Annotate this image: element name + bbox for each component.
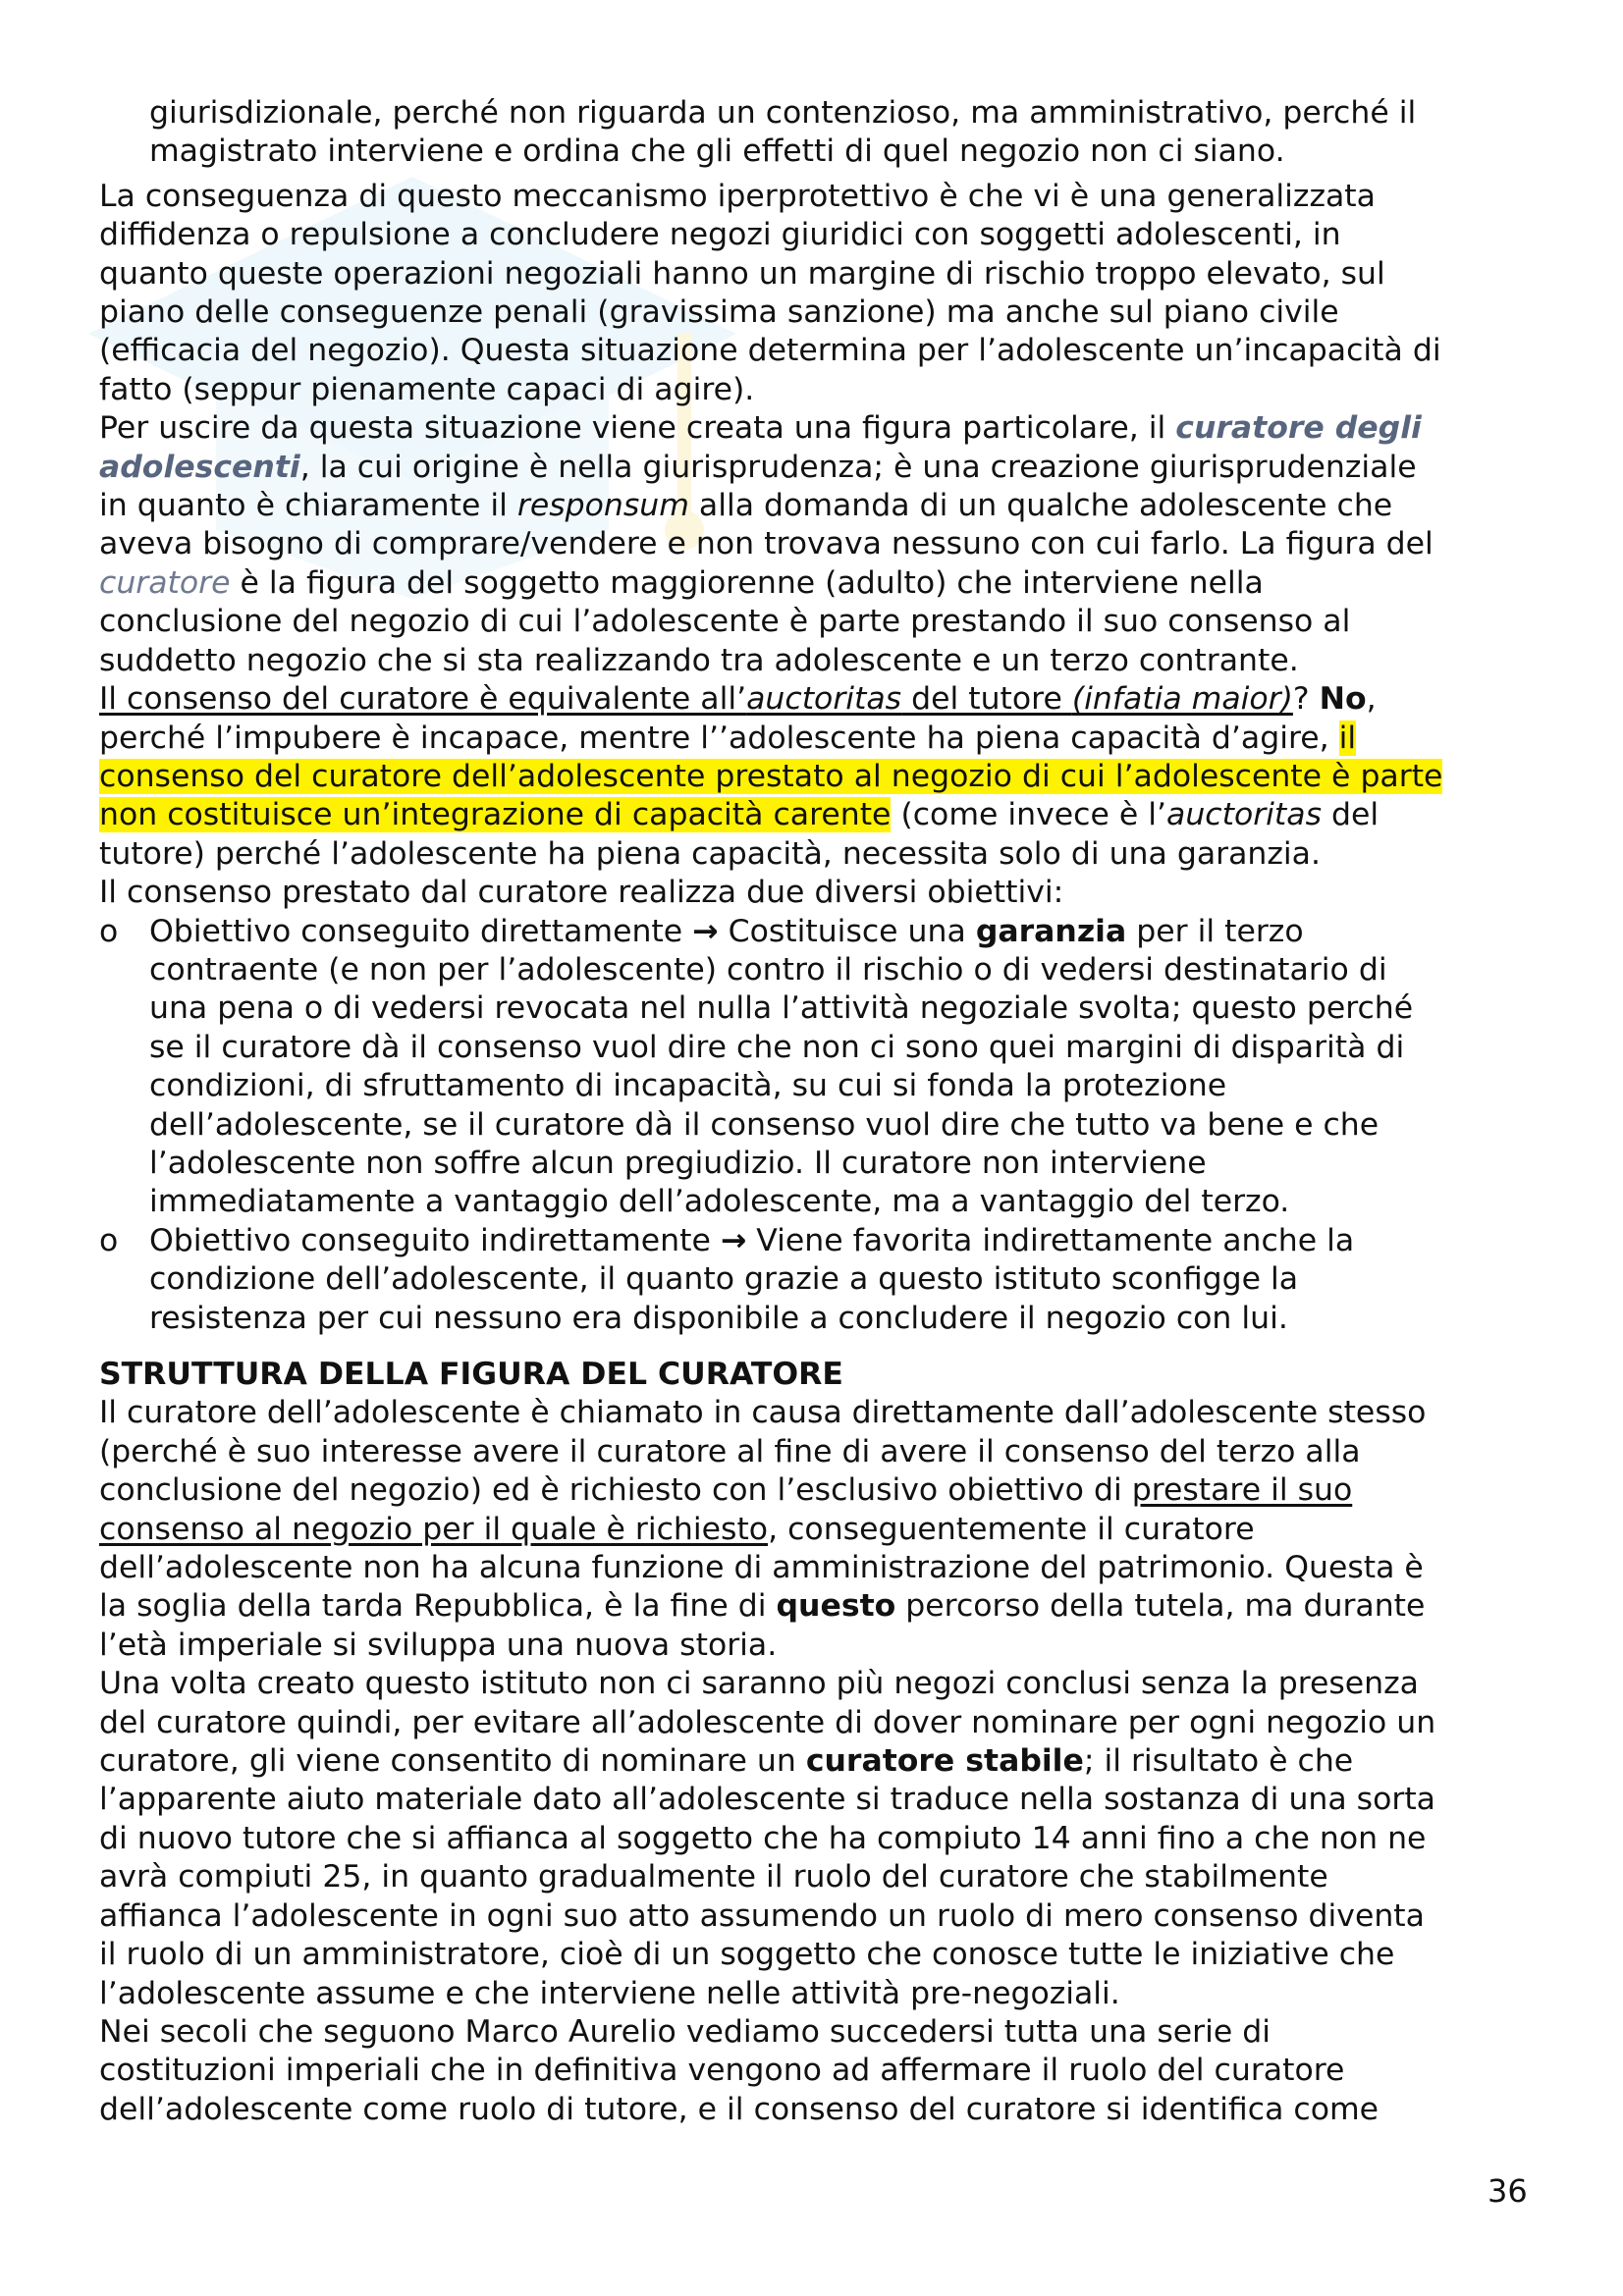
text-line: dell’adolescente come ruolo di tutore, e il consenso del curatore si identifica come [99, 2091, 1380, 2127]
term-curatore-degli-adolescenti: curatore degli [1175, 410, 1422, 447]
arrow-right-icon: → [720, 1222, 747, 1258]
text-line: fatto (seppur pienamente capaci di agire). [99, 371, 755, 407]
text-line: magistrato interviene e ordina che gli effetti di quel negozio non ci siano. [149, 133, 1285, 170]
term-auctoritas: auctoritas [746, 681, 902, 718]
text-line: Una volta creato questo istituto non ci saranno più negozi conclusi senza la presenza [99, 1666, 1419, 1702]
bullet-text [149, 1222, 1542, 1338]
text-line: Nei secoli che seguono Marco Aurelio vediamo succedersi tutta una serie di [99, 2013, 1271, 2050]
text-span: , [1366, 681, 1377, 718]
text-span: Il consenso del curatore è equivalente all’ [99, 681, 747, 718]
paragraph-curatore-origin [99, 409, 1542, 680]
bullet-text [149, 913, 1542, 1222]
text-line: costituzioni imperiali che in definitiva vengono ad affermare il ruolo del curatore [99, 2053, 1345, 2089]
text-span: ; il risultato è che [1083, 1743, 1354, 1780]
term-garanzia: garanzia [975, 913, 1127, 949]
bullet-marker: o [99, 1222, 119, 1258]
term-infatia-maior: (infatia maior) [1071, 681, 1293, 718]
term-responsum: responsum [516, 488, 689, 524]
text-line: diffidenza o repulsione a concludere negozi giuridici con soggetti adolescenti, in [99, 217, 1341, 253]
text-span: Obiettivo conseguito indirettamente [149, 1222, 721, 1258]
text-line: immediatamente a vantaggio dell’adolescente, ma a vantaggio del terzo. [149, 1184, 1290, 1220]
document-body [99, 94, 1542, 2129]
text-line: l’adolescente non soffre alcun pregiudizio. Il curatore non interviene [149, 1145, 1207, 1181]
text-line: di nuovo tutore che si affianca al soggetto che ha compiuto 14 anni fino a che non ne [99, 1820, 1427, 1856]
paragraph-intro [99, 94, 1542, 172]
text-line: contraente (e non per l’adolescente) contro il rischio o di vedersi destinatario di [149, 951, 1387, 988]
text-line: l’apparente aiuto materiale dato all’adolescente si traduce nella sostanza di una sorta [99, 1782, 1435, 1818]
text-span: la soglia della tarda Repubblica, è la fine di [99, 1588, 777, 1625]
term-adolescenti: adolescenti [99, 449, 300, 485]
text-span: conclusione del negozio) ed è richiesto con l’esclusivo obiettivo di [99, 1472, 1132, 1509]
text-span: in quanto è chiaramente il [99, 488, 517, 524]
text-line: l’adolescente assume e che interviene nelle attività pre-negoziali. [99, 1975, 1120, 2011]
text-line: dell’adolescente non ha alcuna funzione di amministrazione del patrimonio. Questa è [99, 1550, 1424, 1586]
bullet-marker: o [99, 913, 119, 949]
answer-no: No [1319, 681, 1367, 718]
text-span: , conseguentemente il curatore [768, 1511, 1255, 1547]
text-line: piano delle conseguenze penali (gravissima sanzione) ma anche sul piano civile [99, 294, 1339, 331]
text-line: conclusione del negozio di cui l’adolescente è parte prestando il suo consenso al [99, 604, 1351, 640]
text-span: è la figura del soggetto maggiorenne (adulto) che interviene nella [230, 564, 1264, 601]
text-line: Il curatore dell’adolescente è chiamato in causa direttamente dall’adolescente stesso [99, 1395, 1427, 1431]
text-span: Costituisce una [718, 913, 976, 949]
text-span: percorso della tutela, ma durante [895, 1588, 1426, 1625]
text-line: giurisdizionale, perché non riguarda un contenzioso, ma amministrativo, perché il [149, 95, 1417, 131]
text-span: del tutore [901, 681, 1072, 718]
term-curatore: curatore [99, 564, 231, 601]
text-line: (efficacia del negozio). Questa situazione determina per l’adolescente un’incapacità di [99, 333, 1441, 369]
highlighted-text: non costituisce un’integrazione di capacità carente [99, 797, 892, 833]
text-span: Viene favorita indirettamente anche la [746, 1222, 1355, 1258]
text-line: (perché è suo interesse avere il curatore al fine di avere il consenso del terzo alla [99, 1433, 1361, 1469]
text-line: aveva bisogno di comprare/vendere e non trovava nessuno con cui farlo. La figura del [99, 526, 1434, 562]
text-line: resistenza per cui nessuno era disponibile a concludere il negozio con lui. [149, 1300, 1288, 1336]
text-span: alla domanda di un qualche adolescente che [688, 488, 1393, 524]
text-span: curatore, gli viene consentito di nominare un [99, 1743, 806, 1780]
page-number: 36 [1488, 2172, 1528, 2210]
underlined-text: consenso al negozio per il quale è richiesto [99, 1511, 769, 1547]
paragraph-consenso [99, 680, 1542, 912]
text-span: (come invece è l’ [891, 797, 1167, 833]
text-span: perché l’impubere è incapace, mentre l’’adolescente ha piena capacità d’agire, [99, 720, 1339, 756]
text-line: l’età imperiale si sviluppa una nuova storia. [99, 1627, 778, 1663]
text-line: quanto queste operazioni negoziali hanno un margine di rischio troppo elevato, sul [99, 255, 1385, 292]
text-line: suddetto negozio che si sta realizzando tra adolescente e un terzo contrante. [99, 642, 1299, 678]
text-span: , la cui origine è nella giurisprudenza; è una creazione giurisprudenziale [299, 449, 1417, 485]
paragraph-consequence [99, 178, 1542, 409]
text-line: condizione dell’adolescente, il quanto grazie a questo istituto sconfigge la [149, 1261, 1299, 1298]
paragraph-marco-aurelio [99, 2013, 1542, 2129]
text-line: tutore) perché l’adolescente ha piena capacità, necessita solo di una garanzia. [99, 835, 1321, 872]
text-line: del curatore quindi, per evitare all’adolescente di dover nominare per ogni negozio un [99, 1704, 1436, 1740]
text-line: il ruolo di un amministratore, cioè di un soggetto che conosce tutte le iniziative che [99, 1937, 1395, 1973]
text-span: Obiettivo conseguito direttamente [149, 913, 693, 949]
highlighted-text: consenso del curatore dell’adolescente prestato al negozio di cui l’adolescente è parte [99, 758, 1443, 794]
section-heading: STRUTTURA DELLA FIGURA DEL CURATORE [99, 1357, 843, 1392]
bold-word: questo [776, 1588, 896, 1625]
text-line: affianca l’adolescente in ogni suo atto assumendo un ruolo di mero consenso diventa [99, 1897, 1425, 1934]
term-auctoritas: auctoritas [1166, 797, 1322, 833]
text-span: per il terzo [1126, 913, 1304, 949]
text-line: avrà compiuti 25, in quanto gradualmente il ruolo del curatore che stabilmente [99, 1859, 1328, 1896]
text-span: ? [1292, 681, 1320, 718]
list-item [99, 1222, 1542, 1338]
underlined-text: prestare il suo [1131, 1472, 1353, 1509]
text-line: se il curatore dà il consenso vuol dire che non ci sono quei margini di disparità di [149, 1029, 1405, 1065]
term-curatore-stabile: curatore stabile [805, 1743, 1084, 1780]
list-item [99, 913, 1542, 1222]
text-line: dell’adolescente, se il curatore dà il consenso vuol dire che tutto va bene e che [149, 1106, 1380, 1143]
arrow-right-icon: → [692, 913, 719, 949]
text-line: Il consenso prestato dal curatore realizza due diversi obiettivi: [99, 875, 1064, 911]
paragraph-curatore-stabile [99, 1665, 1542, 2013]
paragraph-struttura [99, 1394, 1542, 1665]
text-span: del [1322, 797, 1380, 833]
text-line: La conseguenza di questo meccanismo iperprotettivo è che vi è una generalizzata [99, 178, 1376, 214]
text-span: Per uscire da questa situazione viene creata una figura particolare, il [99, 410, 1176, 447]
text-line: una pena o di vedersi revocata nel nulla l’attività negoziale svolta; questo perché [149, 990, 1414, 1027]
text-line: condizioni, di sfruttamento di incapacità, su cui si fonda la protezione [149, 1068, 1227, 1104]
highlighted-text: il [1338, 720, 1357, 756]
